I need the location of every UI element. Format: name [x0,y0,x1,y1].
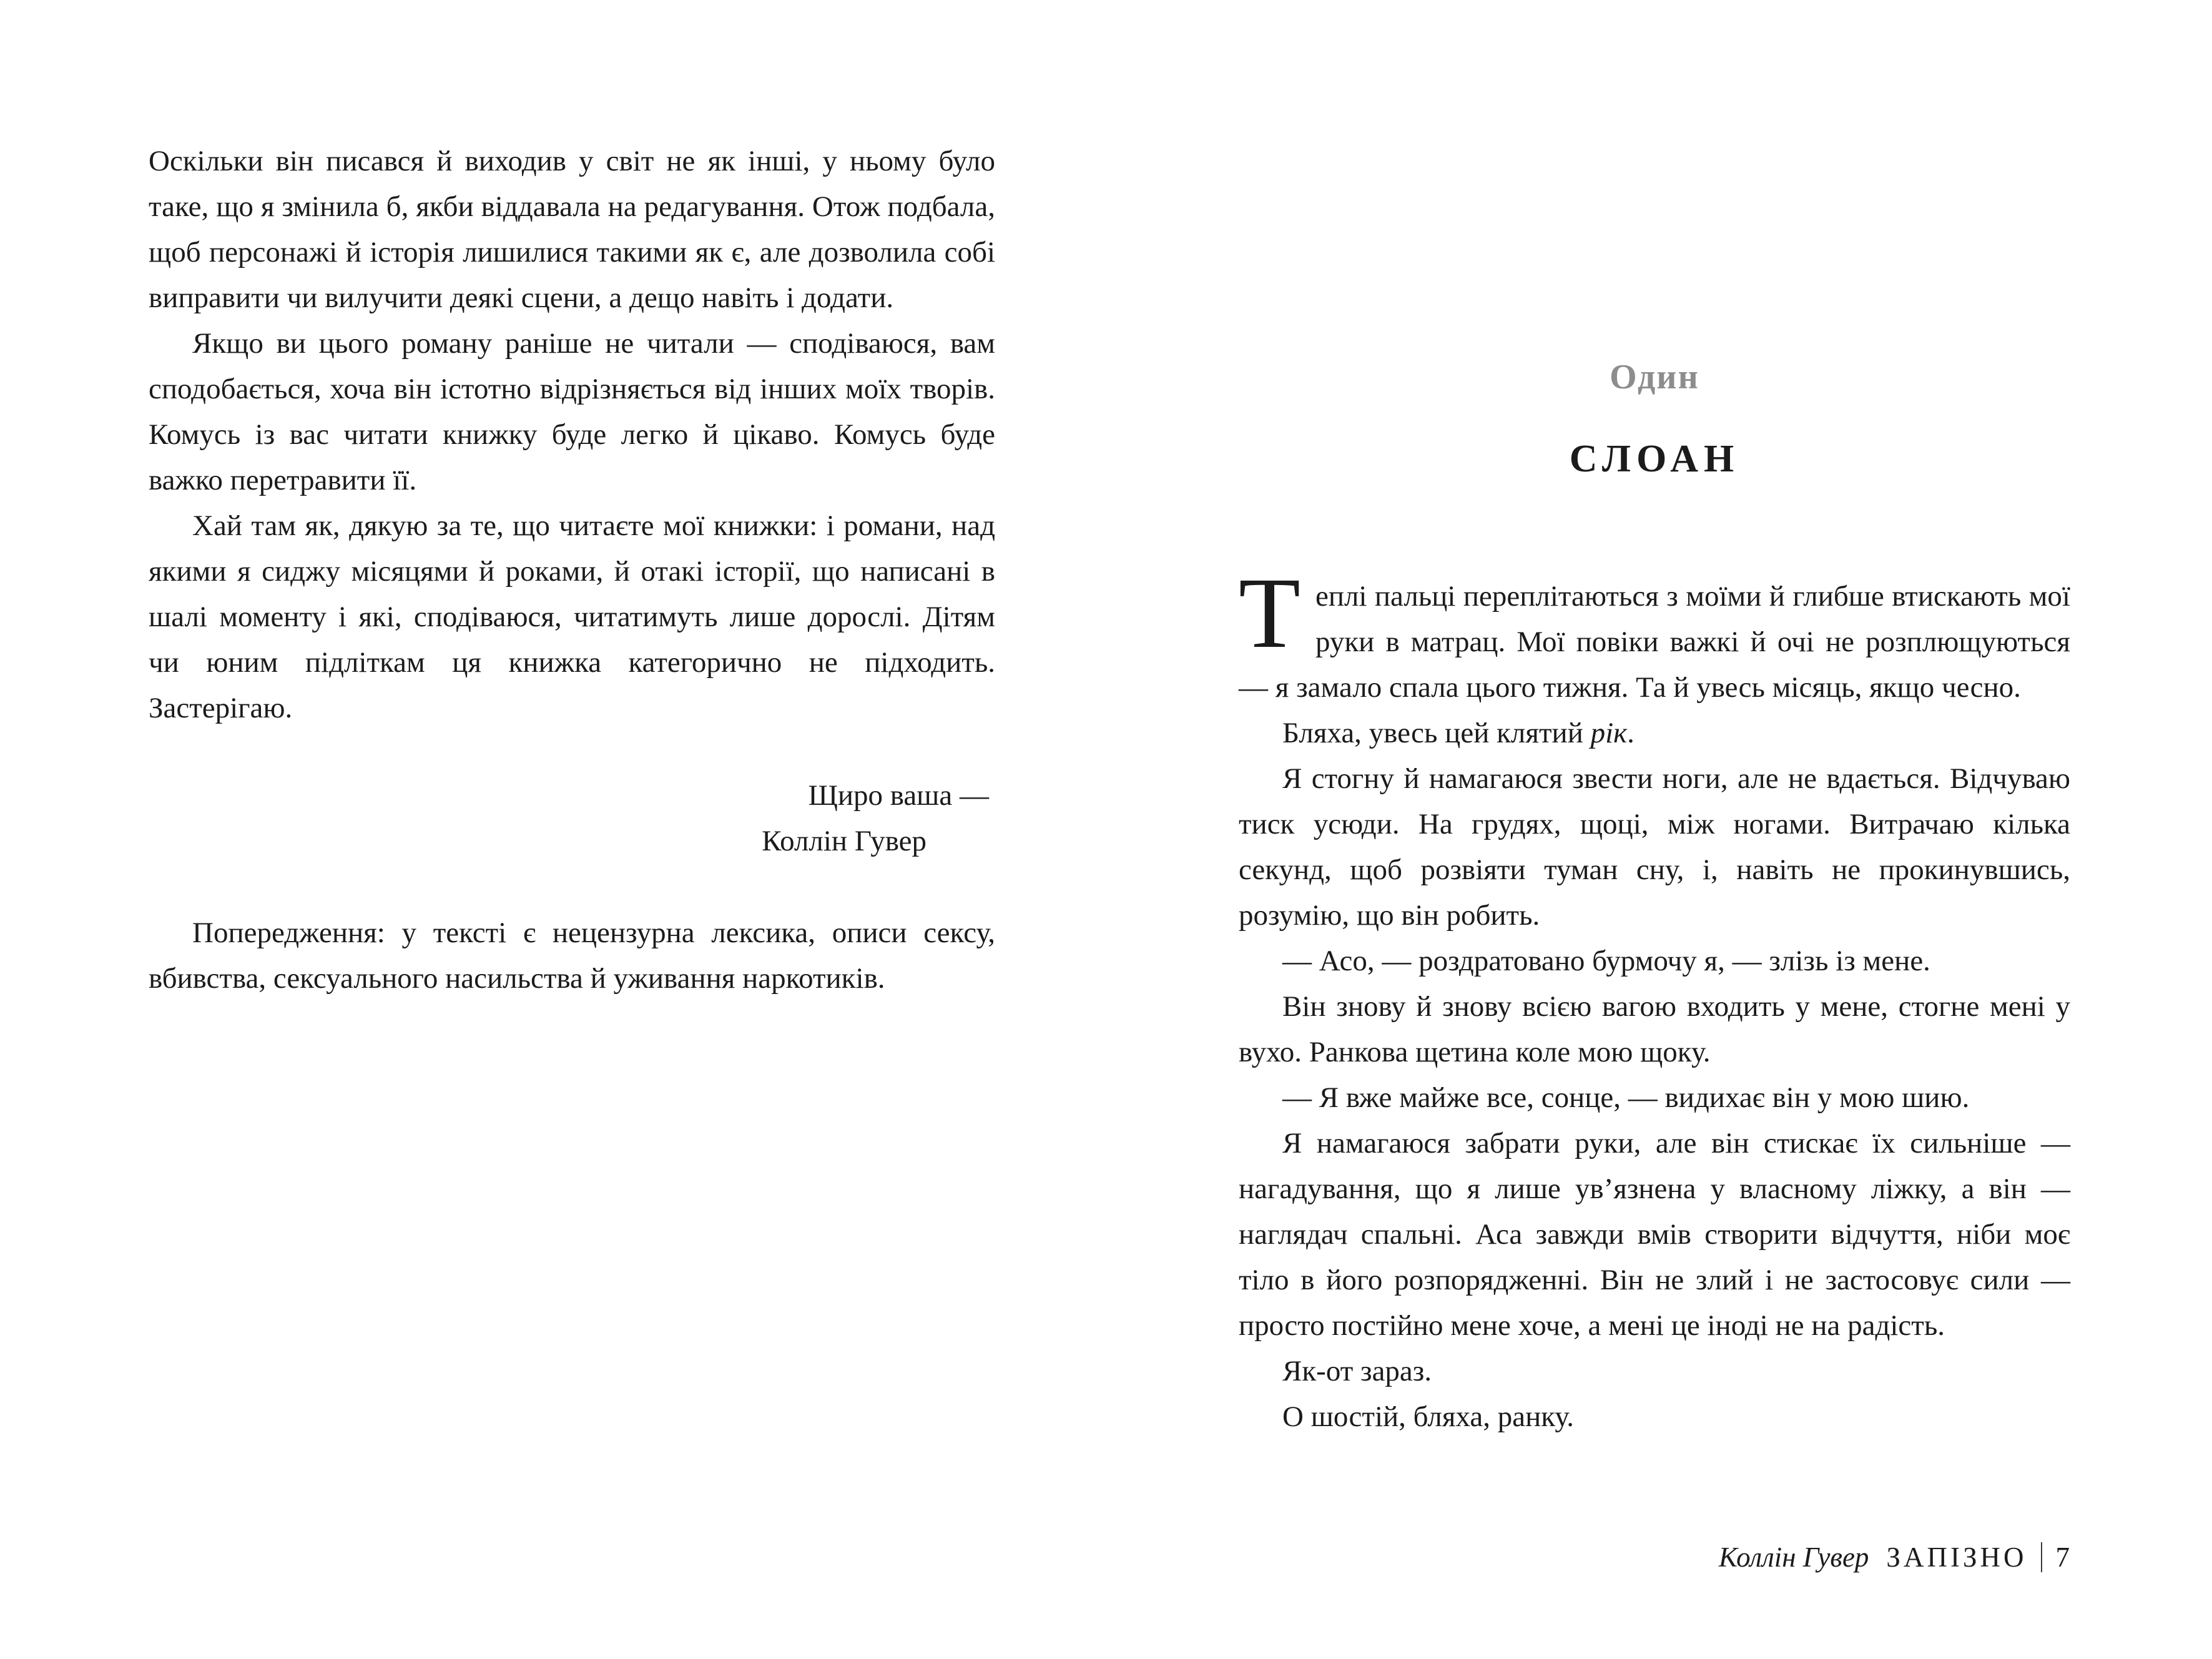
chapter-number: Один [1610,358,1699,396]
paragraph [1239,1394,2070,1440]
text-run: Я стогну й намагаюся звести ноги, але не вдається. Відчуваю тиск усюди. На грудях, щоці, між ногами. Витрачаю кілька секунд, щоб розвіяти туман сну, і, навіть не прокинувшись, розумію, що він робить. [1239,762,2070,932]
chapter-title: СЛОАН [1569,438,1740,480]
page-footer [1719,1541,2070,1573]
text-run: Оскільки він писався й виходив у світ не як інші, у ньому було таке, що я змінила б, якби віддавала на редагування. Отож подбала, щоб персонажі й історія лишилися такими як є, але дозволила собі виправити чи вилучити деякі сцени, а дещо навіть і додати. [149,145,995,314]
text-run: еплі пальці переплітаються з моїми й глибше втискають мої руки в матрац. Мої повіки важкі й очі не розплющуються — я замало спала цього тижня. Та й увесь місяць, якщо чесно. [1239,580,2070,704]
text-run: Бляха, увесь цей клятий [1282,717,1591,749]
footer-author: Коллін Гувер [1718,1542,1869,1573]
footer-divider [2041,1542,2042,1572]
text-run: Він знову й знову всією вагою входить у мене, стогне мені у вухо. Ранкова щетина коле мою щоку. [1239,990,2070,1068]
chapter-paragraphs [1239,558,2070,1440]
author-note-text-block [149,139,995,1002]
paragraph [1239,756,2070,938]
text-run: — Асо, — роздратовано бурмочу я, — злізь із мене. [1282,945,1930,977]
content-warning-block [149,910,995,1002]
text-run: — Я вже майже все, сонце, — видихає він у мою шию. [1282,1081,1970,1114]
italic-text: рік [1590,717,1628,749]
chapter-text-block [1239,357,2070,1440]
paragraph [149,321,995,503]
paragraph [1239,1075,2070,1121]
paragraph [1239,984,2070,1075]
paragraph [1239,1121,2070,1349]
right-page [1106,0,2212,1659]
text-run: Якщо ви цього роману раніше не читали — сподіваюся, вам сподобається, хоча він істотно відрізняється від інших моїх творів. Комусь із вас читати книжку буде легко й цікаво. Комусь буде важко перетравити її. [149,327,995,496]
content-warning-text: Попередження: у тексті є нецензурна лексика, описи сексу, вбивства, сексуального насильства й уживання наркотиків. [149,917,995,995]
text-run: Як-от зараз. [1282,1355,1432,1387]
text-run: . [1627,717,1634,749]
signature-block [149,773,995,864]
paragraph [1239,938,2070,984]
text-run: Хай там як, дякую за те, що читаєте мої книжки: і романи, над якими я сиджу місяцями й роками, й отакі історії, що написані в шалі моменту і які, сподіваюся, читатимуть лише дорослі. Дітям чи юним підліткам ця книжка категорично не підходить. Застерігаю. [149,510,995,724]
paragraph [1239,711,2070,756]
text-run: Я намагаюся забрати руки, але він стискає їх сильніше — нагадування, що я лише ув’язнена у власному ліжку, а він — наглядач спальні. Аса завжди вмів створити відчуття, ніби моє тіло в його розпорядженні. Він не злий і не застосовує сили — просто постійно мене хоче, а мені це іноді не на радість. [1239,1127,2070,1342]
text-run: О шостій, бляха, ранку. [1282,1401,1574,1433]
author-note-paragraphs [149,139,995,731]
paragraph [1239,1349,2070,1394]
footer-book-title: ЗАПІЗНО [1886,1542,2027,1573]
paragraph [149,503,995,731]
paragraph [1239,558,2070,711]
paragraph [149,139,995,321]
signature-closing: Щиро ваша — [808,779,989,812]
page-number: 7 [2055,1542,2070,1573]
drop-cap: Т [1239,558,1300,669]
signature-author: Коллін Гувер [762,825,927,857]
